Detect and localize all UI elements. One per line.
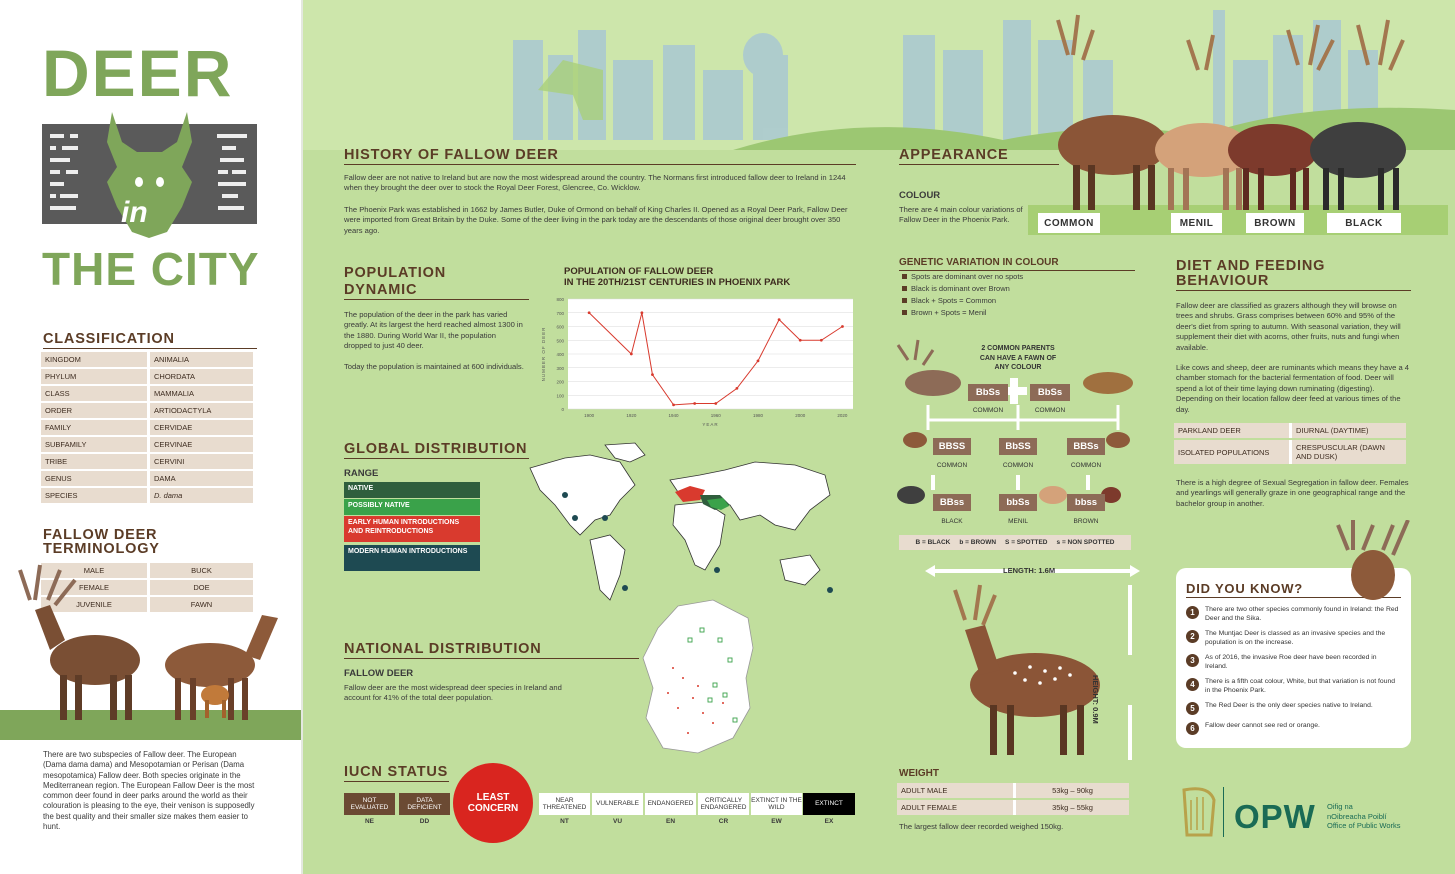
iucn-status-ex: EXTINCT <box>803 793 855 815</box>
x-tick-label: 1960 <box>710 413 721 418</box>
weight-value: 35kg – 55kg <box>1013 800 1129 815</box>
fact-item <box>1186 702 1401 715</box>
x-tick-label: 1940 <box>668 413 679 418</box>
fact-text: Fallow deer cannot see red or orange. <box>1205 722 1320 729</box>
title-deer: DEER <box>42 36 234 110</box>
variant-black: BLACK <box>1327 213 1401 233</box>
terminology-key: FEMALE <box>41 580 147 595</box>
fact-number-icon: 3 <box>1186 654 1199 667</box>
weight-key: ADULT MALE <box>897 783 1013 798</box>
population-p1: The population of the deer in the park has varied greatly. At its largest the herd reached almost 1300 in the 1880. During World War II, the population dropped to just 40 deer. <box>344 310 523 351</box>
data-point <box>799 339 802 342</box>
iucn-status-en: ENDANGERED <box>645 793 696 815</box>
x-tick-label: 1980 <box>752 413 764 418</box>
iucn-status-dd: DATA DEFICIENT <box>399 793 450 815</box>
deer-emblem-icon <box>42 112 257 238</box>
genetics-bullet <box>902 307 1023 319</box>
classification-key: GENUS <box>41 471 147 486</box>
classification-heading: CLASSIFICATION <box>43 331 175 347</box>
offspring-label: COMMON <box>1070 462 1102 469</box>
diet-row <box>1174 440 1406 464</box>
height-label: HEIGHT: 0.9M <box>1091 675 1100 724</box>
data-point <box>757 359 760 362</box>
fact-number-icon: 5 <box>1186 702 1199 715</box>
weight-value: 53kg – 90kg <box>1013 783 1129 798</box>
data-point <box>630 353 633 356</box>
national-text: Fallow deer are the most widespread deer species in Ireland and account for 41% of the total deer population. <box>344 683 562 703</box>
deer-herd-illustration <box>1028 10 1448 235</box>
opw-sub-2: nOibreacha Poiblí <box>1327 811 1387 821</box>
data-point <box>841 325 844 328</box>
parent-1-genotype: BbSs <box>968 384 1008 401</box>
parent-2-label: COMMON <box>1034 407 1066 414</box>
classification-row <box>41 386 253 401</box>
terminology-value: FAWN <box>147 597 253 612</box>
fact-item <box>1186 654 1401 671</box>
parent-1-label: COMMON <box>972 407 1004 414</box>
history-p1: Fallow deer are not native to Ireland but are now the most widespread around the country. The Normans first introduced fallow deer to Ireland in 1244 when they brought the deer over to stock the Royal Deer Forest, Glencree, Co. Wicklow. <box>344 173 846 193</box>
iucn-status-cr: CRITICALLY ENDANGERED <box>698 793 749 815</box>
offspring-label: MENIL <box>1008 518 1028 525</box>
iucn-code: CR <box>718 818 729 825</box>
offspring-label: BROWN <box>1073 518 1099 525</box>
iucn-label: LEAST CONCERN <box>467 792 519 814</box>
data-point <box>640 311 643 314</box>
x-tick-label: 2000 <box>795 413 806 418</box>
y-tick-label: 300 <box>556 365 564 371</box>
variant-brown: BROWN <box>1246 213 1304 233</box>
x-tick-label: 1920 <box>626 413 637 418</box>
parents-note: 2 COMMON PARENTS CAN HAVE A FAWN OF ANY COLOUR <box>979 345 1057 371</box>
weight-key: ADULT FEMALE <box>897 800 1013 815</box>
classification-key: ORDER <box>41 403 147 418</box>
global-heading: GLOBAL DISTRIBUTION <box>344 441 528 457</box>
diet-p2: Like cows and sheep, deer are ruminants which means they have a 4 chamber stomach for the bacterial fermentation of food. Deer will spend a lot of their time laying down ruminating (digesting). Depending on their location fallow deer feed at various times of the day. <box>1176 363 1410 414</box>
fact-item <box>1186 722 1401 735</box>
left-panel <box>0 0 301 874</box>
fact-item <box>1186 678 1401 695</box>
iucn-code: NE <box>364 818 375 825</box>
history-heading: HISTORY OF FALLOW DEER <box>344 147 559 163</box>
harp-icon <box>1179 785 1219 840</box>
fact-number-icon: 4 <box>1186 678 1199 691</box>
fact-number-icon: 1 <box>1186 606 1199 619</box>
fact-item <box>1186 630 1401 647</box>
classification-row <box>41 437 253 452</box>
iucn-status-nt: NEAR THREATENED <box>539 793 590 815</box>
offspring-genotype: BbSS <box>999 438 1037 455</box>
bullet-icon <box>902 310 907 315</box>
classification-value: CERVINAE <box>147 437 253 452</box>
length-label: LENGTH: 1.6M <box>1003 566 1056 575</box>
offspring-genotype: bbSs <box>999 494 1037 511</box>
data-point <box>693 402 696 405</box>
deer-head-icon <box>1328 520 1413 600</box>
classification-key: SUBFAMILY <box>41 437 147 452</box>
x-tick-label: 2020 <box>837 413 848 418</box>
bullet-text: Black is dominant over Brown <box>911 284 1010 293</box>
iucn-code: NT <box>560 818 569 825</box>
genetics-bullet <box>902 295 1023 307</box>
diet-key: PARKLAND DEER <box>1174 423 1289 438</box>
title-the-city: THE CITY <box>42 243 260 295</box>
classification-table <box>41 350 253 505</box>
data-point <box>651 373 654 376</box>
population-p2: Today the population is maintained at 600 individuals. <box>344 362 524 371</box>
world-map <box>525 440 843 610</box>
national-heading: NATIONAL DISTRIBUTION <box>344 641 542 657</box>
bullet-icon <box>902 274 907 279</box>
iucn-status-ne: NOT EVALUATED <box>344 793 395 815</box>
genetics-tree-diagram <box>893 335 1143 520</box>
offspring-label: COMMON <box>936 462 968 469</box>
offspring-genotype: BBSs <box>1067 438 1105 455</box>
main-panel <box>303 0 1455 874</box>
classification-value: CHORDATA <box>147 369 253 384</box>
fact-item <box>1186 606 1401 623</box>
ireland-map <box>638 598 758 758</box>
divider <box>344 299 529 300</box>
opw-sub <box>1327 802 1401 831</box>
fact-text: There is a fifth coat colour, White, but that variation is not found in the Phoenix Park. <box>1205 678 1396 694</box>
iucn-code: VU <box>612 818 623 825</box>
population-heading-1: POPULATION <box>344 265 446 281</box>
chart-title-1: POPULATION OF FALLOW DEER <box>564 266 714 277</box>
diet-p3: There is a high degree of Sexual Segregation in fallow deer. Females and yearlings will generally graze in one geographical range and the bachelor group in another. <box>1176 478 1409 508</box>
offspring-genotype: BBss <box>933 494 971 511</box>
iucn-code: EX <box>824 818 834 825</box>
x-axis-label: YEAR <box>702 422 719 427</box>
classification-row <box>41 471 253 486</box>
divider <box>344 658 639 659</box>
opw-logo: OPW <box>1234 798 1316 835</box>
classification-row <box>41 352 253 367</box>
data-point <box>588 311 591 314</box>
opw-sub-3: Office of Public Works <box>1327 821 1401 830</box>
divider <box>344 781 449 782</box>
classification-value: CERVINI <box>147 454 253 469</box>
divider <box>344 164 856 165</box>
classification-value: CERVIDAE <box>147 420 253 435</box>
iucn-code: EW <box>771 818 782 825</box>
iucn-code: EN <box>665 818 676 825</box>
iucn-least-concern <box>453 763 533 843</box>
data-point <box>714 402 717 405</box>
diet-value: DIURNAL (DAYTIME) <box>1289 423 1406 438</box>
fact-text: There are two other species commonly found in Ireland: the Red Deer and the Sika. <box>1205 606 1399 622</box>
parent-2-genotype: BbSs <box>1030 384 1070 401</box>
offspring-genotype: bbss <box>1067 494 1105 511</box>
variant-menil: MENIL <box>1171 213 1222 233</box>
terminology-key: MALE <box>41 563 147 578</box>
legend-item: NATIVE <box>344 482 480 498</box>
legend-item: EARLY HUMAN INTRODUCTIONS AND REINTRODUCTIONS <box>344 516 480 542</box>
bullet-icon <box>902 298 907 303</box>
y-axis-label: NUMBER OF DEER <box>541 326 546 382</box>
classification-key: TRIBE <box>41 454 147 469</box>
x-tick-label: 1900 <box>584 413 595 418</box>
classification-value: MAMMALIA <box>147 386 253 401</box>
legend-item: POSSIBLY NATIVE <box>344 499 480 515</box>
iucn-status-vu: VULNERABLE <box>592 793 643 815</box>
deer-size-illustration <box>925 565 1140 770</box>
deer-family-illustration <box>0 560 301 740</box>
classification-row <box>41 454 253 469</box>
data-point <box>820 339 823 342</box>
terminology-heading-2: TERMINOLOGY <box>43 541 160 557</box>
bullet-text: Spots are dominant over no spots <box>911 272 1024 281</box>
data-point <box>778 318 781 321</box>
fact-text: The Muntjac Deer is classed as an invasive species and the population is on the increase. <box>1205 630 1386 646</box>
classification-value: DAMA <box>147 471 253 486</box>
classification-row <box>41 420 253 435</box>
y-tick-label: 500 <box>556 338 564 344</box>
opw-sub-1: Oifig na <box>1327 802 1353 811</box>
classification-key: SPECIES <box>41 488 147 503</box>
classification-key: FAMILY <box>41 420 147 435</box>
data-point <box>672 403 675 406</box>
diet-heading-1: DIET AND FEEDING <box>1176 258 1326 274</box>
terminology-value: BUCK <box>147 563 253 578</box>
legend-item: MODERN HUMAN INTRODUCTIONS <box>344 545 480 571</box>
y-tick-label: 400 <box>556 352 564 357</box>
bullet-text: Brown + Spots = Menil <box>911 308 987 317</box>
national-sub: FALLOW DEER <box>344 668 414 679</box>
facts-list <box>1186 606 1401 742</box>
diet-table <box>1174 421 1406 466</box>
divider <box>43 348 257 349</box>
y-tick-label: 600 <box>556 324 564 330</box>
fact-number-icon: 6 <box>1186 722 1199 735</box>
weight-row <box>897 800 1129 815</box>
bullet-text: Black + Spots = Common <box>911 296 997 305</box>
offspring-genotype: BBSS <box>933 438 971 455</box>
y-tick-label: 700 <box>556 310 564 316</box>
classification-value: D. dama <box>147 488 253 503</box>
population-heading-2: DYNAMIC <box>344 282 418 298</box>
subspecies-text: There are two subspecies of Fallow deer. The European (Dama dama dama) and Mesopotamian or Perisan (Dama mesopotamica) Fallow deer. Both species originate in the Mediterranean region. The European Fallow Deer is the most common deer found in deer parks around the world as their colouration is pleasing to the eye, their venison is supposedly the best quality and their smaller size makes them easier to hunt. <box>43 750 255 832</box>
diet-value: CRESPUSCULAR (DAWN AND DUSK) <box>1289 440 1406 464</box>
y-tick-label: 100 <box>556 393 564 399</box>
diet-row <box>1174 423 1406 438</box>
fact-text: As of 2016, the invasive Roe deer have been recorded in Ireland. <box>1205 654 1377 670</box>
classification-row <box>41 369 253 384</box>
logo-divider <box>1223 787 1224 837</box>
divider <box>344 458 529 459</box>
appearance-heading: APPEARANCE <box>899 147 1009 163</box>
weight-heading: WEIGHT <box>899 768 939 779</box>
genetics-heading: GENETIC VARIATION IN COLOUR <box>899 257 1059 268</box>
divider <box>1176 290 1411 291</box>
genetics-key: B = BLACK b = BROWN S = SPOTTED s = NON SPOTTED <box>899 535 1131 550</box>
variant-common: COMMON <box>1038 213 1100 233</box>
terminology-key: JUVENILE <box>41 597 147 612</box>
classification-value: ARTIODACTYLA <box>147 403 253 418</box>
range-label: RANGE <box>344 468 379 479</box>
fact-number-icon: 2 <box>1186 630 1199 643</box>
classification-key: PHYLUM <box>41 369 147 384</box>
title-in: in <box>121 196 148 229</box>
bullet-icon <box>902 286 907 291</box>
genetics-bullets <box>902 271 1023 319</box>
diet-heading-2: BEHAVIOUR <box>1176 273 1270 289</box>
diet-key: ISOLATED POPULATIONS <box>1174 440 1289 464</box>
weight-table <box>897 781 1129 817</box>
offspring-label: BLACK <box>941 518 963 525</box>
iucn-heading: IUCN STATUS <box>344 764 449 780</box>
weight-note: The largest fallow deer recorded weighed 150kg. <box>899 822 1064 831</box>
terminology-heading-1: FALLOW DEER <box>43 527 158 543</box>
history-p2: The Phoenix Park was established in 1662 by James Butler, Duke of Ormond on behalf of King Charles II. Opened as a Royal Deer Park, Fallow Deer were imported from Great Britain by the Duke. Some of the deer living in the park today are the descendants of those original deer brought over 350 years ago. <box>344 205 848 235</box>
classification-value: ANIMALIA <box>147 352 253 367</box>
fact-text: The Red Deer is the only deer species native to Ireland. <box>1205 702 1373 709</box>
did-you-know-heading: DID YOU KNOW? <box>1186 581 1304 596</box>
classification-key: CLASS <box>41 386 147 401</box>
population-line-chart <box>528 294 858 434</box>
y-tick-label: 0 <box>561 407 564 412</box>
classification-key: KINGDOM <box>41 352 147 367</box>
y-tick-label: 200 <box>556 379 564 385</box>
classification-row <box>41 403 253 418</box>
chart-title-2: IN THE 20TH/21ST CENTURIES IN PHOENIX PARK <box>564 277 791 288</box>
classification-row <box>41 488 253 503</box>
iucn-status-ew: EXTINCT IN THE WILD <box>751 793 802 815</box>
y-tick-label: 800 <box>556 297 564 302</box>
data-point <box>735 387 738 390</box>
diet-p1: Fallow deer are classified as grazers although they will browse on trees and shrubs. Grass comprises between 60% and 95% of the deer's diet from spring to autumn. With seasonal variation, they will supplement their diet with acorns, other fruits, nuts and fungi when available. <box>1176 301 1401 352</box>
terminology-value: DOE <box>147 580 253 595</box>
colour-label: COLOUR <box>899 190 941 201</box>
colour-text: There are 4 main colour variations of Fallow Deer in the Phoenix Park. <box>899 205 1023 225</box>
genetics-bullet <box>902 283 1023 295</box>
weight-row <box>897 783 1129 798</box>
iucn-code: DD <box>419 818 430 825</box>
genetics-bullet <box>902 271 1023 283</box>
offspring-label: COMMON <box>1002 462 1034 469</box>
